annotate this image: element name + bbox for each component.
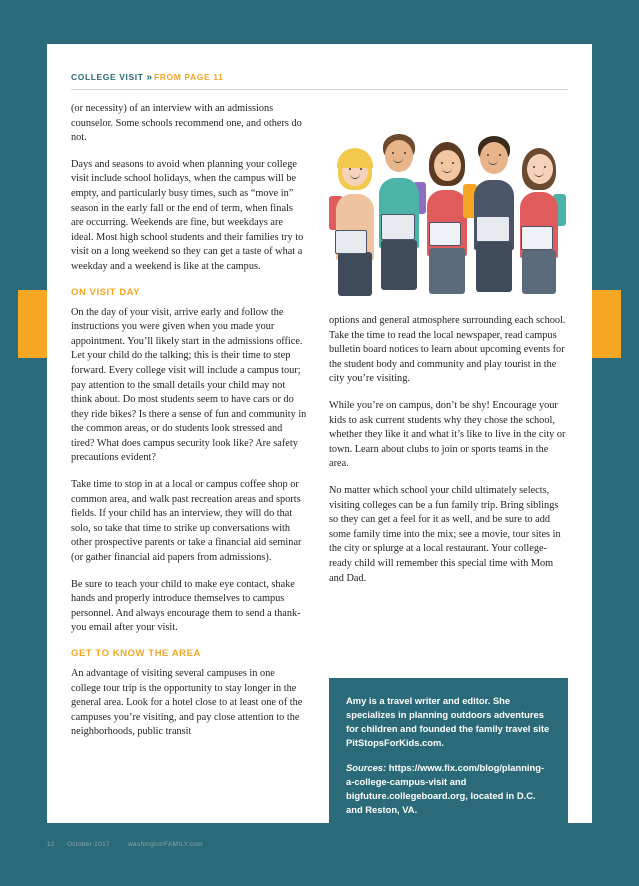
- paragraph: Be sure to teach your child to make eye contact, shake hands and properly introduce themselves to campus personnel. And always encourage them to send a thank-you email after your visit.: [71, 578, 301, 634]
- paragraph: options and general atmosphere surrounding each school. Take the time to read the local newspaper, read campus bulletin board notices to learn about upcoming events for the student body and community and play tourist in the city you’re visiting.: [329, 315, 566, 385]
- paragraph: On the day of your visit, arrive early and follow the instructions you were given when you made your appointment. You’ll likely start in the admissions office. Let your child do the talking; this is their time to step forward. Every college visit will include a campus tour; pay attention to the small details your child may not think about. Do most students seem to have cars or do they ride bikes? Is there a sense of fun and community in the common areas, or do students look stressed and tired? What does campus security look like? Are safety precautions evident?: [71, 306, 307, 464]
- kicker-label: COLLEGE VISIT: [71, 72, 144, 82]
- right-text-column: [329, 102, 568, 598]
- paragraph: (or necessity) of an interview with an admissions counselor. Some schools recommend one, and others do not.: [71, 103, 302, 144]
- author-bio-text: Amy is a travel writer and editor. She specializes in planning outdoors adventures for children and founded the family travel site PitStopsForKids.com.: [346, 695, 550, 748]
- section-heading-on-visit-day: ON VISIT DAY: [71, 286, 141, 298]
- footer-publication: washingtonFAMILY.com: [128, 841, 203, 848]
- author-bio-box: [329, 678, 568, 835]
- article-kicker: [71, 72, 568, 90]
- paragraph: Take time to stop in at a local or campus coffee shop or common area, and walk past recreation areas and sports fields. If your child has an interview, they will do that solo, so take that time to strike up conversations with other prospective parents or take a financial aid seminar (or gather financial aid papers from admissions).: [71, 479, 302, 564]
- left-text-column: [71, 102, 307, 752]
- footer-page-number: 12: [47, 841, 55, 848]
- paragraph: An advantage of visiting several campuses in one college tour trip is the opportunity to stay longer in the general area. Look for a hotel close to at least one of the campuses you’re visiting, and pay close attention to the neighborhoods, public transit: [71, 668, 303, 738]
- chevron-right-icon: »: [146, 72, 152, 83]
- paragraph: Days and seasons to avoid when planning your college visit include school holidays, when the campus will be empty, and particularly busy times, such as “move in” season in the early fall or the end of term, when finals are occurring. Weekends are fine, but weekdays are ideal. Most high school students and their families try to visit on a long weekend so they can get a taste of what a weekday and a weekend is like at the campus.: [71, 158, 304, 272]
- page-content: [71, 72, 568, 815]
- sources-body: https://www.fix.com/blog/planning-a-college-campus-visit and bigfuture.collegeboard.org, located in D.C. and Reston, VA.: [346, 762, 545, 815]
- footer-issue-date: October 2017: [66, 841, 110, 848]
- paragraph: No matter which school your child ultimately selects, visiting colleges can be a fun family trip. Bring siblings so they can get a feel for it as well, and be sure to add some family time into the mix; see a movie, tour sites in the city or splurge at a local restaurant. Your college-ready child will remember this special time with Mom and Dad.: [329, 484, 561, 584]
- sources-label: Sources:: [346, 762, 387, 773]
- sources-text: [346, 761, 551, 817]
- page-footer: [47, 841, 592, 848]
- section-heading-get-to-know-the-area: GET TO KNOW THE AREA: [71, 648, 201, 659]
- magazine-page: [47, 44, 592, 823]
- kicker-continued: FROM PAGE 11: [154, 72, 224, 82]
- paragraph: While you’re on campus, don’t be shy! Encourage your kids to ask current students why they chose the school, whether they like it and what it’s like to live in the city or town. Learn about clubs to join or sports teams in the area.: [329, 399, 566, 470]
